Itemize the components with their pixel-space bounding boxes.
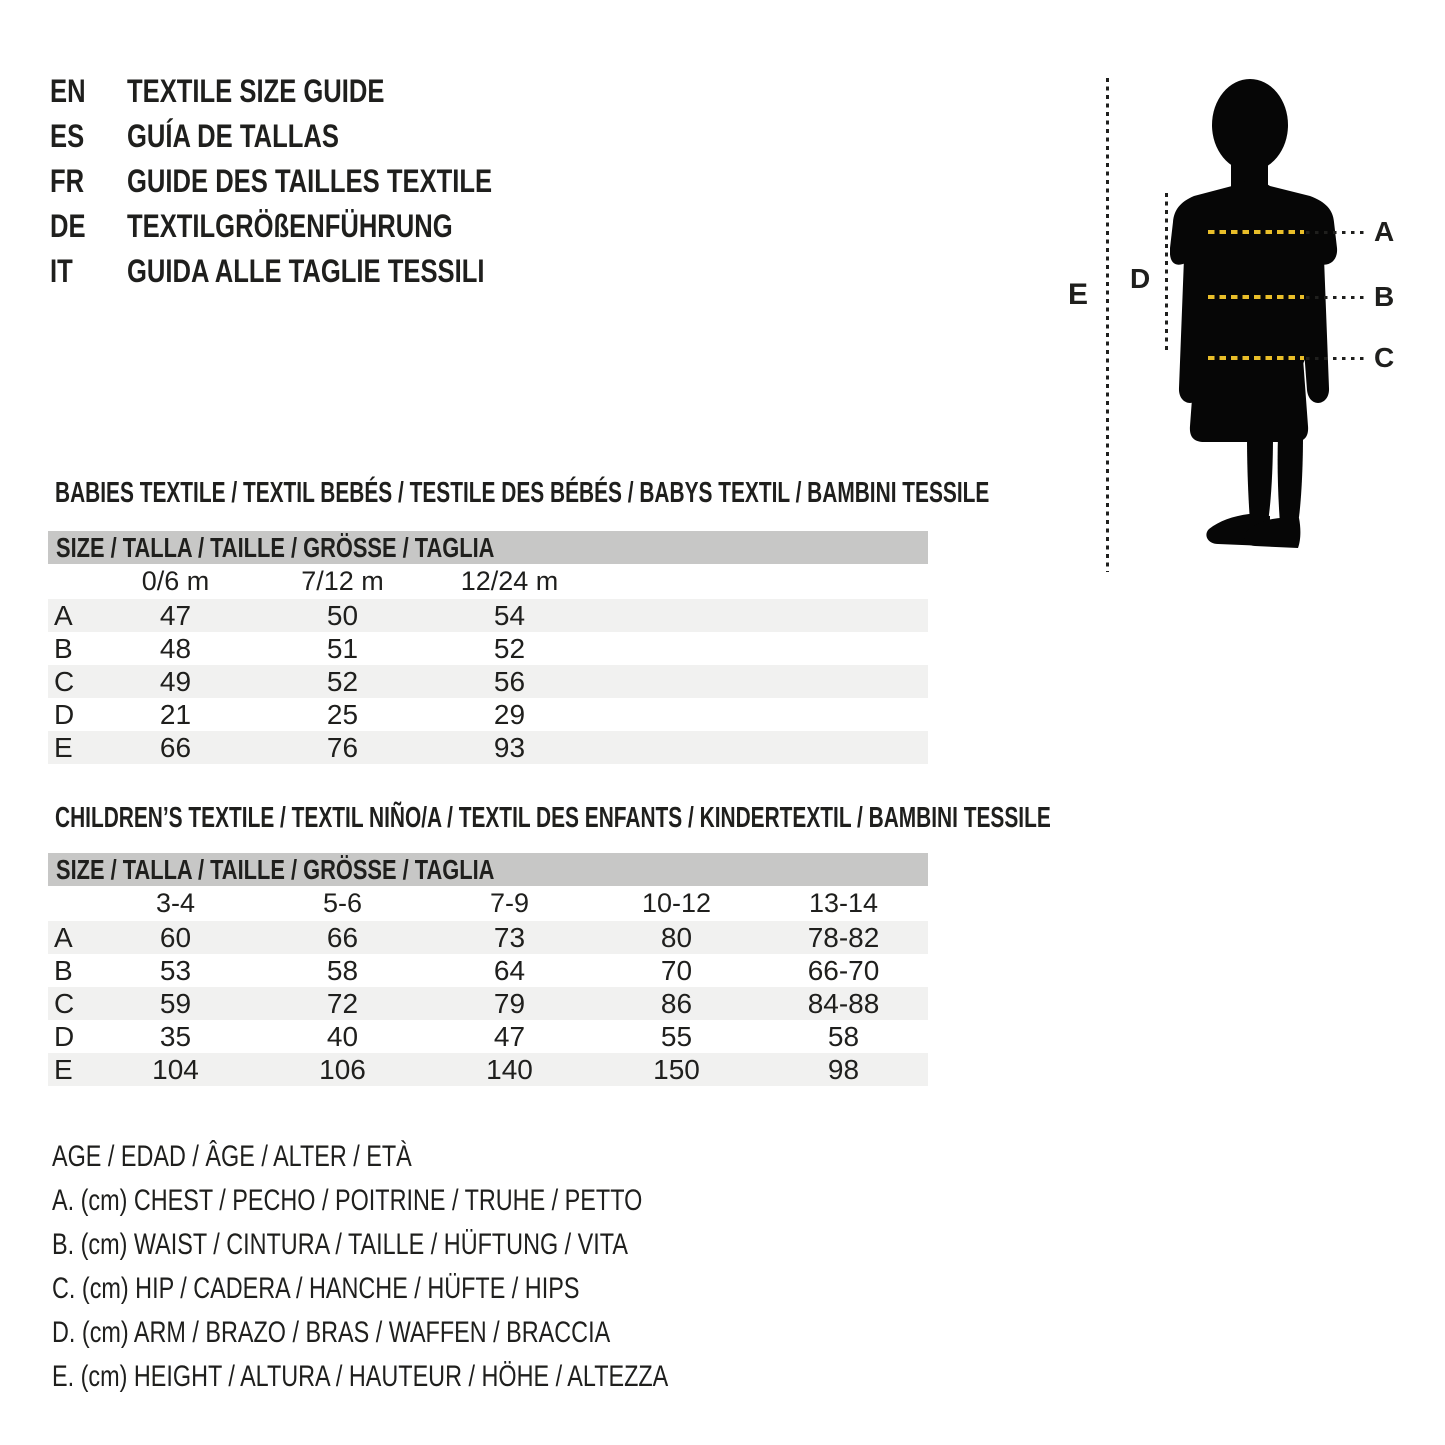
value-cell: 56 <box>493 666 526 697</box>
children-size-header-bar <box>48 853 928 886</box>
babies-column-header-row <box>48 564 928 599</box>
value-cell: 86 <box>660 988 693 1019</box>
size-header-label: SIZE / TALLA / TAILLE / GRÖSSE / TAGLIA <box>56 853 495 885</box>
value-cell: 78-82 <box>807 922 880 953</box>
legend-line-chest: A. (cm) CHEST / PECHO / POITRINE / TRUHE / PETTO <box>52 1184 643 1217</box>
row-label: B <box>54 955 73 986</box>
column-header: 12/24 m <box>460 566 559 596</box>
table-row <box>48 954 928 987</box>
value-cell: 66-70 <box>807 955 880 986</box>
table-row <box>48 987 928 1020</box>
table-row <box>48 1020 928 1053</box>
row-label: D <box>54 1021 75 1052</box>
value-cell: 70 <box>660 955 693 986</box>
guide-title: GUIDE DES TAILLES TEXTILE <box>127 163 493 199</box>
value-cell: 80 <box>660 922 693 953</box>
babies-size-header-bar <box>48 531 928 564</box>
value-cell: 29 <box>493 699 526 730</box>
guide-title: TEXTILGRÖßENFÜHRUNG <box>127 208 453 244</box>
row-label: E <box>54 1054 73 1085</box>
table-row <box>48 1053 928 1086</box>
silhouette-right-arm <box>1301 254 1329 403</box>
row-label: C <box>54 666 75 697</box>
babies-size-table <box>48 531 928 764</box>
value-cell: 72 <box>326 988 359 1019</box>
column-header: 0/6 m <box>141 566 210 596</box>
figure-label-b: B <box>1374 281 1395 312</box>
value-cell: 76 <box>326 732 359 763</box>
chest-measure-dots-a <box>1306 231 1364 234</box>
value-cell: 58 <box>326 955 359 986</box>
value-cell: 58 <box>827 1021 860 1052</box>
column-header: 13-14 <box>808 888 879 918</box>
row-label: C <box>54 988 75 1019</box>
value-cell: 59 <box>159 988 192 1019</box>
value-cell: 150 <box>653 1054 700 1085</box>
value-cell: 47 <box>159 600 192 631</box>
value-cell: 64 <box>493 955 526 986</box>
value-cell: 93 <box>493 732 526 763</box>
value-cell: 106 <box>319 1054 366 1085</box>
value-cell: 79 <box>493 988 526 1019</box>
value-cell: 49 <box>159 666 192 697</box>
value-cell: 55 <box>660 1021 693 1052</box>
children-size-table <box>48 853 928 1086</box>
column-header: 7-9 <box>489 888 530 918</box>
legend-line-height: E. (cm) HEIGHT / ALTURA / HAUTEUR / HÖHE / ALTEZZA <box>52 1360 669 1393</box>
hip-measure-dash-c <box>1208 356 1304 360</box>
value-cell: 66 <box>159 732 192 763</box>
corner-cell <box>48 886 92 921</box>
table-row <box>48 921 928 954</box>
guide-title: GUÍA DE TALLAS <box>127 118 339 154</box>
measurement-legend <box>52 1135 842 1399</box>
language-row <box>50 159 583 204</box>
language-row <box>50 69 583 114</box>
row-label: D <box>54 699 75 730</box>
row-label: B <box>54 633 73 664</box>
value-cell: 35 <box>159 1021 192 1052</box>
column-header: 3-4 <box>155 888 196 918</box>
value-cell: 73 <box>493 922 526 953</box>
value-cell: 66 <box>326 922 359 953</box>
children-section-title: CHILDREN’S TEXTILE / TEXTIL NIÑO/A / TEXTIL DES ENFANTS / KINDERTEXTIL / BAMBINI TESSILE <box>55 802 1051 834</box>
language-row <box>50 204 583 249</box>
figure-label-e: E <box>1068 278 1089 311</box>
language-code: FR <box>50 163 85 199</box>
value-cell: 21 <box>159 699 192 730</box>
row-label: E <box>54 732 73 763</box>
column-header: 5-6 <box>322 888 363 918</box>
value-cell: 104 <box>152 1054 199 1085</box>
value-cell: 50 <box>326 600 359 631</box>
size-header-label: SIZE / TALLA / TAILLE / GRÖSSE / TAGLIA <box>56 531 495 563</box>
value-cell: 47 <box>493 1021 526 1052</box>
arm-measure-line-d <box>1165 193 1168 352</box>
figure-label-d: D <box>1130 263 1151 294</box>
language-code: ES <box>50 118 85 154</box>
table-row <box>48 698 928 731</box>
silhouette-shorts <box>1190 358 1308 442</box>
value-cell: 51 <box>326 633 359 664</box>
language-code: EN <box>50 73 86 109</box>
legend-line-hip: C. (cm) HIP / CADERA / HANCHE / HÜFTE / HIPS <box>52 1272 580 1305</box>
legend-line-arm: D. (cm) ARM / BRAZO / BRAS / WAFFEN / BRACCIA <box>52 1316 611 1349</box>
guide-title: GUIDA ALLE TAGLIE TESSILI <box>127 253 485 289</box>
table-row <box>48 665 928 698</box>
value-cell: 53 <box>159 955 192 986</box>
value-cell: 60 <box>159 922 192 953</box>
language-heading-block <box>50 69 583 294</box>
value-cell: 54 <box>493 600 526 631</box>
guide-title: TEXTILE SIZE GUIDE <box>127 73 385 109</box>
column-header: 10-12 <box>641 888 712 918</box>
babies-section-title: BABIES TEXTILE / TEXTIL BEBÉS / TESTILE DES BÉBÉS / BABYS TEXTIL / BAMBINI TESSILE <box>55 477 990 509</box>
language-row <box>50 249 583 294</box>
language-code: DE <box>50 208 86 244</box>
value-cell: 25 <box>326 699 359 730</box>
language-row <box>50 114 583 159</box>
value-cell: 98 <box>827 1054 860 1085</box>
value-cell: 52 <box>326 666 359 697</box>
row-label: A <box>54 922 73 953</box>
value-cell: 40 <box>326 1021 359 1052</box>
legend-line-age: AGE / EDAD / ÂGE / ALTER / ETÀ <box>52 1140 412 1173</box>
children-column-header-row <box>48 886 928 921</box>
figure-label-c: C <box>1374 342 1395 373</box>
figure-label-a: A <box>1374 216 1395 247</box>
value-cell: 48 <box>159 633 192 664</box>
hip-measure-dots-c <box>1306 357 1364 360</box>
waist-measure-dots-b <box>1306 296 1364 299</box>
row-label: A <box>54 600 73 631</box>
chest-measure-dash-a <box>1208 230 1304 234</box>
value-cell: 52 <box>493 633 526 664</box>
table-row <box>48 632 928 665</box>
column-header: 7/12 m <box>301 566 384 596</box>
table-row <box>48 599 928 632</box>
value-cell: 140 <box>486 1054 533 1085</box>
corner-cell <box>48 564 92 599</box>
language-code: IT <box>50 253 73 289</box>
value-cell: 84-88 <box>807 988 880 1019</box>
legend-line-waist: B. (cm) WAIST / CINTURA / TAILLE / HÜFTUNG / VITA <box>52 1228 628 1261</box>
table-row <box>48 731 928 764</box>
waist-measure-dash-b <box>1208 295 1304 299</box>
